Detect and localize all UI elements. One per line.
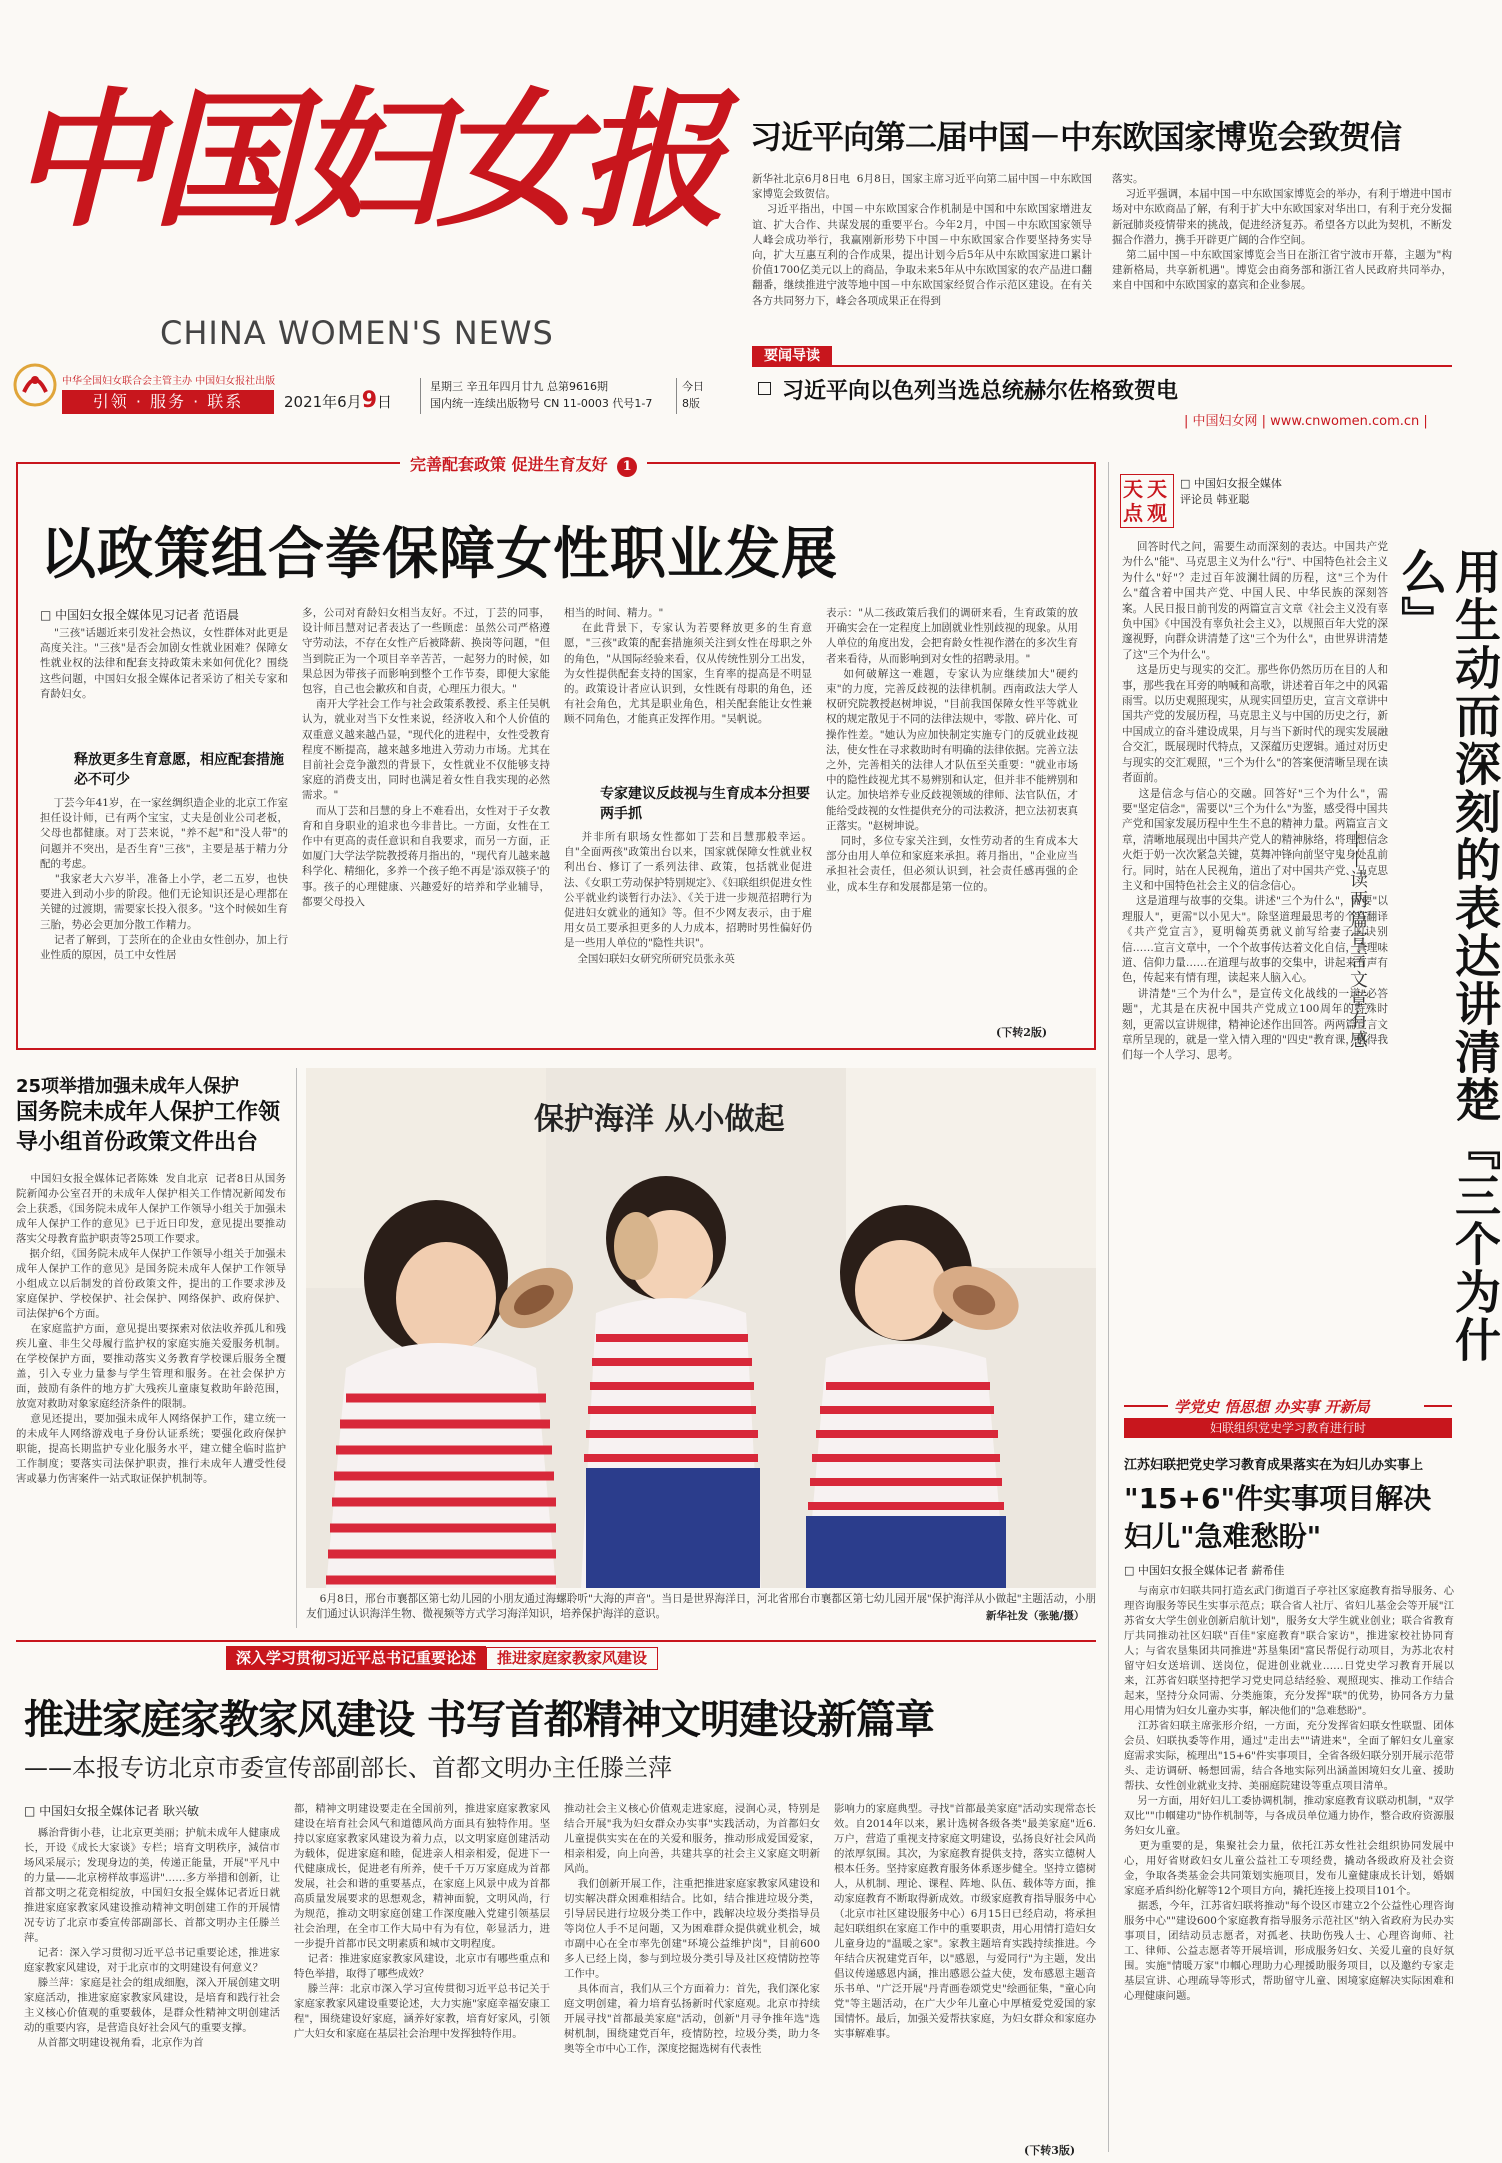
feature-col-2: 多，公司对育龄妇女相当友好。不过，丁芸的同事，设计师吕慧对记者表达了一些顾虑：虽然公司严格遵守劳动法，不存在女性产后被降薪、换岗等问题，"但当到院正为一个项目辛辛苦苦，一起努力的时候，如果总因为带孩子而影响到整个工作节奏，即便大家能包容，自己也会歉疚和自责，心理压力很大。" 南开大学社会工作与社会政策系教授、系主任吴帆认为，就业对当下女性来说，经济收入和个人价值的双重意义越来越凸显，"现代化的进程中，女性受教育程度不断提高，越来越多地进入劳动力市场。尤其在目前社会竞争激烈的背景下，女性就业不仅能够支持家庭的消费支出，同时也满足着女性自我实现的必然需求。" 而从丁芸和吕慧的身上不难看出，女性对于子女教育和自身职业的追求也今非昔比。一方面，女性在工作中有更高的责任意识和自我要求，而另一方面，正如厦门大学法学院教授蒋月指出的，"现代育儿越来越科学化、精细化，多养一个孩子绝不再是'添双筷子'的事。孩子的心理健康、兴趣爱好的培养和学业辅导，都要父母投入 [302, 607, 550, 908]
commentary-corner-tag: 天天点观 [1120, 474, 1174, 528]
federation-emblem-icon [12, 362, 58, 408]
party-headline: "15+6"件实事项目解决妇儿"急难愁盼" [1124, 1482, 1432, 1553]
family-banner-right: 推进家庭家教家风建设 [486, 1647, 658, 1670]
commentary-headline: 用生动而深刻的表达讲清楚『三个为什么』 [1394, 548, 1502, 1364]
slogan-bar [62, 390, 274, 414]
feature-col-3-body: 并非所有职场女性都如丁芸和吕慧那般幸运。自"全面两孩"政策出台以来，国家就保障女性就业权利出台、修订了一系列法律、政策，包括就业促进法、《女职工劳动保护特别规定》、《妇联组织促进女性公平就业约谈暂行办法》、《关于进一步规范招聘行为促进妇女就业的通知》等。但不少网友表示，由于雇用女员工要承担更多的人力成本，招聘时男性偏好仍是一些用人单位的"隐性共识"。 全国妇联妇女研究所研究员张永英 [564, 831, 812, 965]
feature-byline: □ 中国妇女报全媒体见习记者 范语晨 [40, 608, 239, 622]
photo-caption: 6月8日，邢台市襄都区第七幼儿园的小朋友通过海螺聆听"大海的声音"。当日是世界海洋日，河北省邢台市襄都区第七幼儿园开展"保护海洋从小做起"主题活动，小朋友们通过认识海洋生物、微视频等方式学习海洋知识，培养保护海洋的意识。 [306, 1593, 1096, 1620]
family-col-1: 縣治背街小巷，让北京更美丽；护航未成年人健康成长，开设《成长大家谈》专栏；培育文明秩序，減信市场风采展示；发现身边的美，传递正能量，开展"平凡中的力量——北京榜样故事巡讲"……多方举措和创新，让首都文明之花竞相绽放，中国妇女报全媒体记者近日就推进家庭家教家风建设推动精神文明创建工作的开展情况专访了北京市委宣传部副部长、首都文明办主任滕兰萍。 记者：深入学习贯彻习近平总书记重要论述，推进家庭家教家风建设，对于北京市的文明建设有何意义？ 滕兰萍：家庭是社会的组成细胞，深入开展创建文明家庭活动，推进家庭家教家风建设，是培育和践行社会主义核心价值观的重要载体，是群众性精神文明创建活动的重要内容，是营造良好社会风气的重要支撑。 从首都文明建设视角看，北京作为首 [24, 1827, 280, 2049]
family-banner [226, 1646, 658, 1670]
date-day: 9 [361, 388, 378, 413]
party-kicker: 江苏妇联把党史学习教育成果落实在为妇儿办实事上 [1124, 1458, 1424, 1473]
family-continued: (下转3版) [1024, 2144, 1076, 2157]
family-banner-left: 深入学习贯彻习近平总书记重要论述 [226, 1646, 486, 1670]
column-divider-left [296, 1068, 297, 1628]
party-body: 与南京市妇联共同打造玄武门街道百子亭社区家庭教育指导服务、心理咨询服务等民生实事示范点；联合省人社厅、省妇儿基金会等开展"江苏省女大学生创业创新启航计划"，服务女大学生就业创业；联合省教育厅共同推动社区妇联"百佳"家庭教育"联合家访"，推进家校社协同育人；与省农垦集团共同推进"苏垦集团"富民帮促行动项目，为苏北农村留守妇女送培训、送岗位，促进创业就业……日党史学习教育开展以来，江苏省妇联坚持把学习党史同总结经验、观照现实、推动工作结合起来，坚持分众同需、分类施策，充分发挥"联"的优势，协同各方力量用心用情为妇女儿童办实事，解决他们的"急难愁盼"。 江苏省妇联主席张形介绍，一方面，充分发挥省妇联女性联盟、团体会员、妇联执委等作用，通过"走出去""请进来"，全面了解妇女儿童家庭需求实际，梳理出"15+6"件实事项目，全省各级妇联分别开展示范带头、走访调研、畅想回需，结合各地实际列出涵盖困境妇女儿童、援助帮扶、女性创业就业支持、美丽庭院建设等重点项目清单。 另一方面，用好妇儿工委协调机制，推动家庭教育议联动机制，"双学双比""巾帼建功"协作机制等，与各成员单位通力协作，整合政府资源服务妇女儿童。 更为重要的是，集聚社会力量，依托江苏女性社会组织协同发展中心，用好省财政妇女儿童公益社工专项经费，撬动各级政府及社会资金，争取各类基金会共同策划实施项目，发布儿童健康成长计划，婚姻家庭矛盾纠纷化解等12个项目方向，撬托连接上投项目101个。 据悉，今年，江苏省妇联将推动"每个设区市建立2个公益性心理咨询服务中心""建设600个家庭教育指导服务示范社区"纳入省政府为民办实事项目，团结动员志愿者，对孤老、扶助伤残人士、心理咨询师、社工、律师、公益志愿者等开展培训，形成服务妇女、关爱儿童的良好氛围。实施"情暖万家"巾帼心理助力心理援助服务项目，以及邀约专家走基层宣讲、心理疏导等形式，帮助留守儿童、困境家庭解决实际困难和心理健康问题。 [1124, 1585, 1455, 2002]
family-byline: □ 中国妇女报全媒体记者 耿兴敏 [24, 1804, 199, 1818]
brief-item[interactable]: 习近平向以色列当选总统赫尔佐格致贺电 [782, 379, 1179, 404]
commentary-subtitle: ——读两篇宣言文章有感 [1347, 830, 1368, 1050]
party-banner-sub-text: 妇联组织党史学习教育进行时 [1209, 1421, 1366, 1435]
issue-line-2: 国内统一连续出版物号 CN 11-0003 代号1-7 [430, 397, 653, 410]
feature-continued: (下转2版) [996, 1026, 1048, 1039]
website-link[interactable]: | 中国妇女网 | www.cnwomen.com.cn | [1184, 414, 1428, 429]
pages-line-2: 8版 [682, 397, 700, 410]
column-divider-right [1108, 462, 1109, 2152]
brief-checkbox-icon [758, 382, 771, 395]
issue-info [430, 378, 652, 412]
family-headline: 推进家庭家教家风建设 书写首都精神文明建设新篇章 [24, 1697, 934, 1743]
minors-kicker: 25项举措加强未成年人保护 [16, 1076, 240, 1097]
feature-col-3-top: 相当的时间、精力。" 在此背景下，专家认为若要释放更多的生育意愿，"三孩"政策的配套措施须关注到女性在母职之外的角色，"从国际经验来看，仅从传统性别分工出发，为女性提供配套支持的国家，生育率的提高是不明显的。政策设计者应认识到，女性既有母职的角色，还有社会角色，尤其是职业角色，相关配套能让女性兼顾不同角色，才能真正发挥作用。"吴帆说。 [564, 607, 812, 726]
brief-label [752, 346, 832, 366]
family-subhead: ——本报专访北京市委宣传部副部长、首都文明办主任滕兰萍 [24, 1754, 672, 1782]
feature-subhead-1: 释放更多生育意愿，相应配套措施必不可少 [74, 752, 284, 788]
party-banner-text: 学党史 悟思想 办实事 开新局 [1174, 1398, 1370, 1416]
family-top-rule [16, 1640, 1096, 1642]
top-story-headline: 习近平向第二届中国－中东欧国家博览会致贺信 [750, 118, 1402, 156]
sponsor-text-1: 中华全国妇女联合会主管主办 [62, 376, 192, 387]
commentary-byline-2: 评论员 韩亚聪 [1180, 493, 1250, 506]
photo-credit: 新华社发（张驰/摄） [980, 1608, 1084, 1623]
sponsor-line [62, 372, 275, 387]
ocean-day-photo [306, 1068, 1096, 1588]
photo-title: 保护海洋 从小做起 [534, 1102, 785, 1137]
top-story-col-2: 落实。 习近平强调，本届中国－中东欧国家博览会的举办，有利于增进中国市场对中东欧商品了解，有利于扩大中东欧国家对华出口，有利于充分发掘新冠肺炎疫情带来的挑战，促进经济复苏。希望各方以此为契机，不断发掘合作潜力，携手开辟更广阔的合作空间。 第二届中国－中东欧国家博览会当日在浙江省宁波市开幕，主题为"构建新格局，共享新机遇"。博览会由商务部和浙江省人民政府共同举办，来自中国和中东欧国家的嘉宾和企业参展。 [1112, 173, 1453, 292]
issue-divider [420, 378, 421, 414]
minors-body: 中国妇女报全媒体记者陈姝 发自北京 记者8日从国务院新闻办公室召开的未成年人保护相关工作情况新闻发布会上获悉，《国务院未成年人保护工作领导小组关于加强未成年人保护工作的意见》已于近日印发，意见提出要推动落实父母教育监护职责等25项工作要求。 据介绍，《国务院未成年人保护工作领导小组关于加强未成年人保护工作的意见》是国务院未成年人保护工作领导小组成立以后制发的首份政策文件，提出的工作要求涉及家庭保护、学校保护、社会保护、网络保护、政府保护、司法保护6个方面。 在家庭监护方面，意见提出要探索对依法收养孤儿和残疾儿童、非生父母履行监护权的家庭实施关爱服务机制。在学校保护方面，要推动落实义务教育学校课后服务全覆盖，引入专业力量参与学生管理和服务。在社会保护方面，鼓励有条件的地方扩大残疾儿童康复救助年龄范围，放宽对救助对象家庭经济条件的限制。 意见还提出，要加强未成年人网络保护工作，建立统一的未成年人网络游戏电子身份认证系统；要强化政府保护职能，提高长期监护专业化服务水平，建立健全临时监护工作制度；要落实司法保护职责，推行未成年人遭受性侵害或暴力伤害案件一站式取证保护机制等。 [16, 1173, 286, 1485]
brief-rule [752, 365, 1452, 367]
feature-subhead-2: 专家建议反歧视与生育成本分担要两手抓 [600, 786, 810, 822]
sponsor-text-2: 中国妇女报社出版 [195, 376, 276, 387]
party-byline: □ 中国妇女报全媒体记者 薪希佳 [1124, 1564, 1285, 1577]
newspaper-logo: 中国妇女报 [10, 73, 720, 247]
party-banner-sub [1124, 1418, 1452, 1438]
commentary-byline [1180, 476, 1282, 508]
feature-col-4: 表示："从二孩政策后我们的调研来看，生育政策的放开确实会在一定程度上加剧就业性别歧视的现象。从用人单位的角度出发，会把育龄女性视作潜在的多次生育者来看待，从而影响到对女性的招聘录用。" 如何破解这一难题，专家认为应继续加大"硬约束"的力度，完善反歧视的法律机制。西南政法大学人权研究院教授赵树坤说，"目前我国保障女性平等就业权的规定散见于不同的法律法规中，零散、碎片化、可操作性差。"她认为应加快制定实施专门的反就业歧视法，使女性在寻求救助时有明确的法律依据。完善立法之外，完善相关的法律人才队伍至关重要："就业市场中的隐性歧视尤其不易辨别和认定，但并非不能辨别和认定。加快培养专业反歧视领域的律师、法官队伍，才能给受歧视的女性提供充分的司法救济，把立法初衷真正落实。"赵树坤说。 同时，多位专家关注到，女性劳动者的生育成本大部分由用人单位和家庭来承担。蒋月指出，"企业应当承担社会责任，但必须认识到，社会责任感再强的企业，成本生存和发展都是第一位的。 [826, 607, 1078, 893]
slogan-text: 引领 · 服务 · 联系 [92, 392, 244, 411]
commentary-byline-1: □ 中国妇女报全媒体 [1180, 477, 1282, 490]
minors-headline: 国务院未成年人保护工作领导小组首份政策文件出台 [16, 1100, 281, 1155]
party-banner-rule-left [1124, 1405, 1168, 1407]
commentary-body: 回答时代之问，需要生动而深刻的表达。中国共产党为什么"能"、马克思主义为什么"行"、中国特色社会主义为什么"好"？走过百年波澜壮阔的历程，这"三个为什么"蕴含着中国共产党、中国人民、中华民族的深刻答案。人民日报日前刊发的两篇宣言文章《社会主义没有辜负中国》《中国没有辜负社会主义》，以规照百年大党的深邃视野，向群众讲清楚了这"三个为什么"，由世界讲清楚了这"三个为什么"。 这是历史与现实的交汇。那些你仍然历历在目的人和事，那些我在耳旁的呐喊和高歌，讲述着百年之中的风霜雨雪。以历史观照现实，从现实回望历史，宣言文章讲中国共产党的发展历程，马克思主义与中国的历史之行，新中国成立的奋斗建设成果，月与当下新时代的现实发展融合交汇，既展现时代特点，又深蕴历史逻辑。通过对历史与现实的交汇观照，"三个为什么"的答案便清晰呈现在读者面前。 这是信念与信心的交融。回答好"三个为什么"，需要"坚定信念"，需要以"三个为什么"为鉴，感受得中国共产党和国家发展历程中生生不息的精神力量。两篇宣言文章，清晰地展现出中国共产党人的精神脉络，将理想信念火炬于奶一次次紧急关键，莫舞冲锋向前坚守鬼身处乱前行。同时，站在人民视角，道出了对中国共产党、马克思主义和中国特色社会主义的信念信心。 这是道理与故事的交集。讲述"三个为什么"，需要"以理服人"，更需"以小见大"。除坚道理最思考的个月翻译《共产党宣言》，夏明翰英勇就义前写给妻子的诀别信……宣言文章中，一个个故事传达着文化自信，真理味道、信仰力量……在道理与故事的交集中，讲起来有声有色，传起来有情有理，读起来人脑入心。 讲清楚"三个为什么"，是宣传文化战线的一道"必答题"，尤其是在庆祝中国共产党成立100周年的特殊时刻，更需以宣讲规律，精神论述作出回答。两两篇宣言文章所呈现的，就是一堂入情入理的"四史"教育课，值得我们每一个人学习、思考。 [1122, 541, 1388, 1062]
issue-line-1: 星期三 辛丑年四月廿九 总第9616期 [430, 380, 608, 393]
brief-label-text: 要闻导读 [764, 348, 820, 364]
party-banner-rule-right [1424, 1405, 1452, 1407]
feature-col-1-intro: "三孩"话题近来引发社会热议，女性群体对此更是高度关注。"三孩"是否会加剧女性就业困难？保障女性就业权的法律和配套支持政策未来如何优化？围绕这些问题，中国妇女报全媒体记者采访了相关专家和育龄妇女。 [40, 627, 288, 700]
feature-headline: 以政策组合拳保障女性职业发展 [40, 522, 838, 587]
date-prefix: 2021年6月 [284, 393, 362, 411]
feature-kicker-text: 完善配套政策 促进生育友好 [410, 455, 608, 474]
issue-divider-2 [676, 378, 677, 414]
photo-scene [306, 1068, 1096, 1588]
date-suffix: 日 [377, 393, 393, 411]
feature-kicker [400, 452, 647, 477]
family-col-2: 都，精神文明建设要走在全国前列，推进家庭家教家风建设在培育社会风气和道德风尚方面具有独特作用。坚持以家庭家教家风建设为着力点，以文明家庭创建活动为载体，促进家庭和睦，促进亲人相亲相爱，促进下一代健康成长，促进老有所养，使千千万万家庭成为首都发展，社会和谐的重要基点，在家庭上风景中成为首都高质量发展要求的思想观念，精神面貌，文明风尚，行为规范，推动文明家庭创建工作深度融入党建引领基层社会治理，在全市工作大局中有为有位，彰显活力，进一步提升首都市民文明素质和城市文明程度。 记者：推进家庭家教家风建设，北京市有哪些重点和特色举措，取得了哪些成效？ 滕兰萍：北京市深入学习宣传贯彻习近平总书记关于家庭家教家风建设重要论述，大力实施"家庭幸福安康工程"，围绕建设好家庭，涵养好家教，培育好家风，引领广大妇女和家庭在基层社会治理中发挥独特作用。 [294, 1803, 550, 2040]
top-story-col-1: 新华社北京6月8日电 6月8日，国家主席习近平向第二届中国－中东欧国家博览会致贺信。 习近平指出，中国－中东欧国家合作机制是中国和中东欧国家增进友谊、扩大合作、共谋发展的重要平台。今年2月，中国－中东欧国家领导人峰会成功举行，我赢刚新形势下中国－中东欧国家合作要坚持务实导向，扩大互惠互利的合作成果，提出计划今后5年从中东欧国家进口累计价值1700亿美元以上的商品，争取未来5年从中东欧国家的农产品进口翻翻番，继续推进宁波等地中国－中东欧国家经贸合作示范区建设。在有关各方共同努力下，峰会各项成果正在得到 [752, 173, 1092, 307]
pages-info [682, 378, 704, 412]
masthead [0, 0, 1472, 440]
family-col-3: 推动社会主义核心价值观走进家庭，浸润心灵，特别是结合开展"我为妇女群众办实事"实践活动，为首都妇女儿童提供实实在在的关爱和服务，推动形成爱国爱家，相亲相爱，向上向善，共建共享的社会主义家庭文明新风尚。 我们创新开展工作，注重把推进家庭家教家风建设和切实解决群众困难相结合。比如，结合推进垃圾分类，引导居民进行垃圾分类工作中，践解决垃圾分类指导员等岗位人手不足问题，又为困难群众提供就业机会，城市副中心在全市率先创建"环境公益维护岗"，目前600多人已经上岗，参与到垃圾分类引导及社区疫情防控等工作中。 具体而言，我们从三个方面着力：首先，我们深化家庭文明创建，着力培育弘扬新时代家庭观。北京市持续开展寻找"首都最美家庭"活动，创新"月寻争推年选"选树机制，围绕建党百年，疫情防控，垃圾分类，助力冬奥等全市中心工作，深度挖掘选树有代表性 [564, 1803, 820, 2055]
party-banner [1124, 1396, 1452, 1416]
issue-date [284, 388, 392, 413]
logo-english: CHINA WOMEN'S NEWS [160, 314, 554, 352]
family-col-4: 影响力的家庭典型。寻找"首都最美家庭"活动实现常态长效。自2014年以来，累计选树各级各类"最美家庭"近6.万户，营造了重视支持家庭文明建设，弘扬良好社会风尚的浓厚氛围。其次，为家庭教育提供支持，落实立德树人根本任务。坚持家庭教育服务体系逐步健全。坚持立德树人，从机制、理论、课程、阵地、队伍、载体等方面，推动家庭教育不断取得新成效。市级家庭教育指导服务中心（北京市社区建设服务中心）6月15日已经启动，将承担起妇联组织在家庭工作中的重要职责，用心用情打造妇女儿童身边的"温暖之家"。家教主题培育实践持续推进。今年结合庆祝建党百年，以"感恩，与爱同行"为主题，发出倡议传递感恩内涵，推出感恩公益大使，发布感恩主题音乐书单、"广泛开展"丹青画卷颂党史"绘画征集，"童心向党"等主题活动，在广大少年儿童心中厚植爱党爱国的家国情怀。最后，加强关爱帮扶家庭，为妇女群众和家庭办实事解难事。 [834, 1803, 1096, 2040]
feature-kicker-num: 1 [617, 457, 637, 477]
feature-col-1-body: 丁芸今年41岁，在一家丝绸织造企业的北京工作室担任设计师，已有两个宝宝，丈夫是创业公司老板，父母也都健康。对丁芸来说，"养不起"和"没人带"的问题并不突出，是否生育"三孩"，主要是基于精力分配的考虑。 "我家老大六岁半，准备上小学，老二五岁，也快要进入到动小步的阶段。他们无论知识还是心理都在关键的过渡期，需要家长投入很多。"这个时候如生育三胎，势必会更加分散工作精力。 记者了解到，丁芸所在的企业由女性创办，加上行业性质的原因，员工中女性居 [40, 797, 288, 962]
pages-line-1: 今日 [682, 380, 704, 393]
